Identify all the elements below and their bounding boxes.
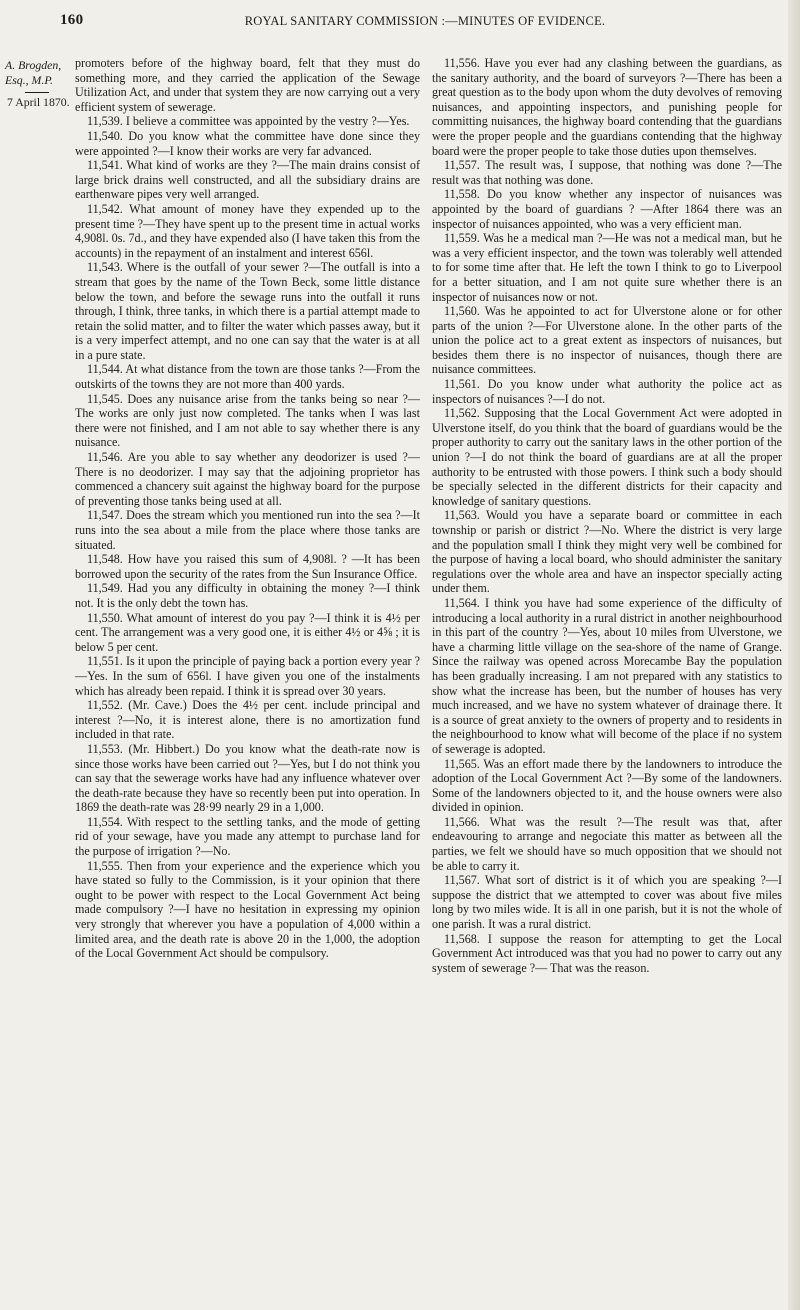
paragraph: 11,552. (Mr. Cave.) Does the 4½ per cent. include principal and interest ?—No, it is interest alone, there is no amortization fund included in that rate. (75, 698, 420, 742)
running-head: ROYAL SANITARY COMMISSION :—MINUTES OF EVIDENCE. (244, 14, 606, 28)
witness-name: A. Brogden, Esq., M.P. (5, 58, 62, 87)
paragraph: 11,548. How have you raised this sum of 4,908l. ? —It has been borrowed upon the security of the rates from the Sun Insurance Office. (75, 552, 420, 581)
paragraph: 11,555. Then from your experience and the experience which you have stated so fully to the Commission, is it your opinion that there ought to be power with respect to the Local Government Act being made compulsory ?—I have no hesitation in expressing my opinion very strongly that wherever you have a population of 4,000 within a limited area, and the death rate is above 20 in the 1,000, the adoption of the Local Government Act should be compulsory. (75, 858, 420, 961)
paragraph: 11,560. Was he appointed to act for Ulverstone alone or for other parts of the union ?—For Ulverstone alone. In the other parts of the union the police act to a great extent as inspectors of nuisances, but besides them there is no inspector of nuisances, though there are nuisance committees. (432, 304, 782, 377)
margin-note (5, 58, 75, 110)
paragraph: 11,544. At what distance from the town are those tanks ?—From the outskirts of the towns they are not more than 400 yards. (75, 362, 420, 392)
paragraph: 11,562. Supposing that the Local Government Act were adopted in Ulverstone itself, do you think that the board of guardians would be the proper authority to carry out the sanitary laws in the other portion of the union ?—I do not think the board of guardians are at all the proper authority to be entrusted with those powers. I think such a body should be specially selected in the different districts for their capacity and knowledge of sanitary questions. (432, 406, 782, 508)
paragraph: 11,565. Was an effort made there by the landowners to introduce the adoption of the Local Government Act ?—By some of the landowners. Some of the landowners objected to it, and the house owners were also divided in opinion. (432, 756, 782, 815)
page-edge-shadow (788, 0, 800, 1310)
paragraph: 11,556. Have you ever had any clashing between the guardians, as the sanitary authority, and the board of surveyors ?—There has been a great question as to the body upon whom the duty devolves of removing nuisances, and appointing inspectors, and punishing people for committing nuisances, the highway board contending that the guardians were the proper people and the guardians contending that the highway board were the proper people to take those duties upon themselves. (432, 56, 782, 158)
paragraph: 11,559. Was he a medical man ?—He was not a medical man, but he was a very efficient inspector, and the town was tolerably well attended to for some time after that. He left the town I think to go to Liverpool for a better situation, and I am not quite sure whether there is an inspector of nuisances now or not. (432, 231, 782, 304)
page-header (60, 12, 790, 34)
paragraph: 11,563. Would you have a separate board or committee in each township or parish or district ?—No. Where the district is very large and the population small I think they might very well be combined for the purpose of having a local board, who should administer the sanitary regulations over the whole area and have an inspector specially acting under them. (432, 508, 782, 596)
paragraph: 11,550. What amount of interest do you pay ?—I think it is 4½ per cent. The arrangement was a very good one, it is either 4½ or 4⅝ ; it is below 5 per cent. (75, 610, 420, 654)
hearing-date: 7 April 1870. (7, 95, 70, 109)
paragraph: 11,558. Do you know whether any inspector of nuisances was appointed by the board of guardians ? —After 1864 there was an inspector of nuisances appointed, who was a very efficient man. (432, 187, 782, 231)
paragraph: 11,546. Are you able to say whether any deodorizer is used ?—There is no deodorizer. I may say that the adjoining proprietor has commenced a chancery suit against the highway board for the purpose of preventing those tanks being used at all. (75, 450, 420, 508)
paragraph: 11,541. What kind of works are they ?—The main drains consist of large brick drains well constructed, and all the subsidiary drains are earthenware pipes very well arranged. (75, 158, 420, 202)
paragraph: 11,561. Do you know under what authority the police act as inspectors of nuisances ?—I do not. (432, 377, 782, 406)
paragraph: 11,551. Is it upon the principle of paying back a portion every year ?—Yes. In the sum of 656l. I have given you one of the instalments which has already been repaid. I think it is spread over 30 years. (75, 654, 420, 698)
right-column (432, 56, 782, 975)
paragraph: 11,547. Does the stream which you mentioned run into the sea ?—It runs into the sea about a mile from the place where those tanks are situated. (75, 508, 420, 552)
paragraph: 11,557. The result was, I suppose, that nothing was done ?—The result was that nothing was done. (432, 158, 782, 187)
paragraph: promoters before of the highway board, felt that they must do something more, and they carried the application of the Sewage Utilization Act, and under that system they are now carrying out a very efficient system of sewerage. (75, 56, 420, 114)
paragraph: 11,554. With respect to the settling tanks, and the mode of getting rid of your sewage, have you made any attempt to purchase land for the purpose of irrigation ?—No. (75, 814, 420, 859)
paragraph: 11,568. I suppose the reason for attempting to get the Local Government Act introduced was that you had no power to carry out any system of sewerage ?— That was the reason. (432, 931, 782, 975)
paragraph: 11,553. (Mr. Hibbert.) Do you know what the death-rate now is since those works have been carried out ?—Yes, but I do not think you can say that the sewerage works have had any influence whatever over the death-rate because they have so recently been put into operation. In 1869 the death-rate was 28·99 nearly 29 in a 1,000. (75, 741, 420, 815)
page-number: 160 (60, 12, 84, 28)
paragraph: 11,549. Had you any difficulty in obtaining the money ?—I think not. It is the only debt the town has. (75, 581, 420, 610)
paragraph: 11,564. I think you have had some experience of the difficulty of introducing a local authority in a rural district in another neighbourhood in this part of the country ?—Yes, about 10 miles from Ulverstone, we have a charming little village on the sea-shore of the name of Grange. Since the railway was opened across Morecambe Bay the population has been gradually increasing. I am not prepared with any statistics to show what the increase has been, but the number of houses has very much increased, and we have no system whatever of drainage there. It is a source of great anxiety to the owners of property and to residents in the neighbourhood to know what will become of the place if no system of sewerage is adopted. (432, 595, 782, 756)
hearing-date-rule (7, 92, 70, 110)
paragraph: 11,566. What was the result ?—The result was that, after endeavouring to arrange and negociate this matter as between all the parties, we felt we should have so much opposition that we should not be able to carry it. (432, 814, 782, 873)
paragraph: 11,540. Do you know what the committee have done since they were appointed ?—I know their works are very far advanced. (75, 128, 420, 158)
paragraph: 11,567. What sort of district is it of which you are speaking ?—I suppose the district that we attempted to cover was about five miles long by two miles wide. It is all in one parish, but it is not the whole of one parish. It was a rural district. (432, 873, 782, 932)
paragraph: 11,542. What amount of money have they expended up to the present time ?—They have spent up to the present time in actual works 4,908l. 0s. 7d., and they have expended also (I have taken this from the accounts) in the repayment of an instalment and interest 656l. (75, 201, 420, 260)
paragraph: 11,545. Does any nuisance arise from the tanks being so near ?—The works are only just now completed. The tanks when I was last there were not finished, and I am not able to say whether there is any nuisance. (75, 391, 420, 450)
paragraph: 11,539. I believe a committee was appointed by the vestry ?—Yes. (87, 114, 410, 129)
left-column (75, 56, 420, 961)
paragraph: 11,543. Where is the outfall of your sewer ?—The outfall is into a stream that goes by the name of the Town Beck, some little distance below the town, and before the sewage runs into the outfall it runs through, I think, three tanks, in which there is a partial attempt made to retain the solid matter, and to filter the water which passes away, but it is a very imperfect attempt, and no one can say that the water is at all in a pure state. (75, 260, 420, 362)
